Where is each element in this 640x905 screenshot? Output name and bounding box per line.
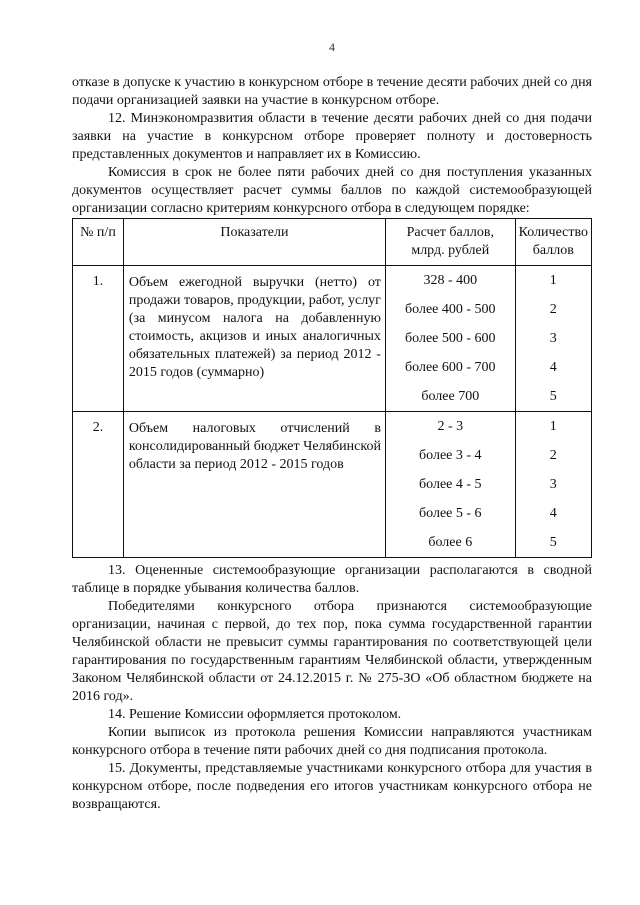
range-value: более 700: [421, 389, 480, 404]
table-header-row: [73, 219, 592, 266]
points-value: 5: [549, 389, 557, 404]
range-value: 328 - 400: [423, 273, 478, 288]
indicator-text: Объем ежегодной выручки (нетто) от продажи товаров, продукции, работ, услуг (за минусом налога на добавленную стоимость, акцизов и иных аналогичных обязательных платежей) за период 2012 - 2015 годов (суммарно): [128, 275, 381, 380]
paragraph: 15. Документы, представляемые участниками конкурсного отбора для участия в конкурсном отборе, после подведения его итогов участникам конкурсного отбора не возвращаются.: [72, 761, 592, 812]
range-value: более 400 - 500: [405, 302, 496, 317]
row-number: 2.: [73, 412, 124, 558]
row-ranges: [385, 266, 515, 412]
range-value: 2 - 3: [437, 419, 464, 434]
criteria-table: [72, 218, 592, 558]
points-value: 2: [549, 448, 557, 463]
range-value: более 4 - 5: [419, 477, 482, 492]
range-value: более 5 - 6: [419, 506, 482, 521]
header-indicator: Показатели: [123, 219, 385, 266]
points-value: 5: [549, 535, 557, 550]
table-row: [73, 266, 592, 412]
paragraph: 12. Минэкономразвития области в течение десяти рабочих дней со дня подачи заявки на участие в конкурсном отборе проверяет полноту и достоверность представленных документов и направляет их в Комиссию.: [72, 111, 592, 162]
paragraph: Победителями конкурсного отбора признаются системообразующие организации, начиная с первой, до тех пор, пока сумма государственной гарантии Челябинской области не превысит суммы гарантирования по соответствующей цели гарантирования по государственным гарантиям Челябинской области, утвержденным Законом Челябинской области от 24.12.2015 г. № 275-ЗО «Об областном бюджете на 2016 год».: [72, 599, 592, 704]
points-value: 3: [549, 331, 557, 346]
row-points: [515, 266, 591, 412]
row-indicator: [123, 412, 385, 558]
points-value: 4: [549, 506, 557, 521]
paragraph: Комиссия в срок не более пяти рабочих дней со дня поступления указанных документов осуществляет расчет суммы баллов по каждой системообразующей организации согласно критериям конкурсного отбора в следующем порядке:: [72, 165, 592, 216]
row-ranges: [385, 412, 515, 558]
paragraphs-after: [72, 562, 592, 814]
table-row: [73, 412, 592, 558]
paragraphs-before: [72, 74, 592, 218]
paragraph: 13. Оцененные системообразующие организации располагаются в сводной таблице в порядке убывания количества баллов.: [72, 563, 592, 596]
row-number: 1.: [73, 266, 124, 412]
paragraph: 14. Решение Комиссии оформляется протоколом.: [108, 707, 402, 722]
points-value: 1: [549, 273, 557, 288]
points-value: 1: [549, 419, 557, 434]
range-value: более 600 - 700: [405, 360, 496, 375]
row-points: [515, 412, 591, 558]
indicator-text: Объем налоговых отчислений в консолидированный бюджет Челябинской области за период 2012 - 2015 годов: [128, 421, 381, 472]
points-value: 2: [549, 302, 557, 317]
page-number: 4: [329, 40, 335, 54]
header-points: Количество баллов: [515, 219, 591, 266]
points-value: 4: [549, 360, 557, 375]
paragraph: отказе в допуске к участию в конкурсном отборе в течение десяти рабочих дней со дня подачи организацией заявки на участие в конкурсном отборе.: [72, 75, 592, 108]
paragraph: Копии выписок из протокола решения Комиссии направляются участникам конкурсного отбора в течение пяти рабочих дней со дня подписания протокола.: [72, 725, 592, 758]
points-value: 3: [549, 477, 557, 492]
range-value: более 6: [428, 535, 473, 550]
range-value: более 500 - 600: [405, 331, 496, 346]
header-calc: Расчет баллов, млрд. рублей: [385, 219, 515, 266]
header-num: № п/п: [73, 219, 124, 266]
range-value: более 3 - 4: [419, 448, 482, 463]
row-indicator: [123, 266, 385, 412]
